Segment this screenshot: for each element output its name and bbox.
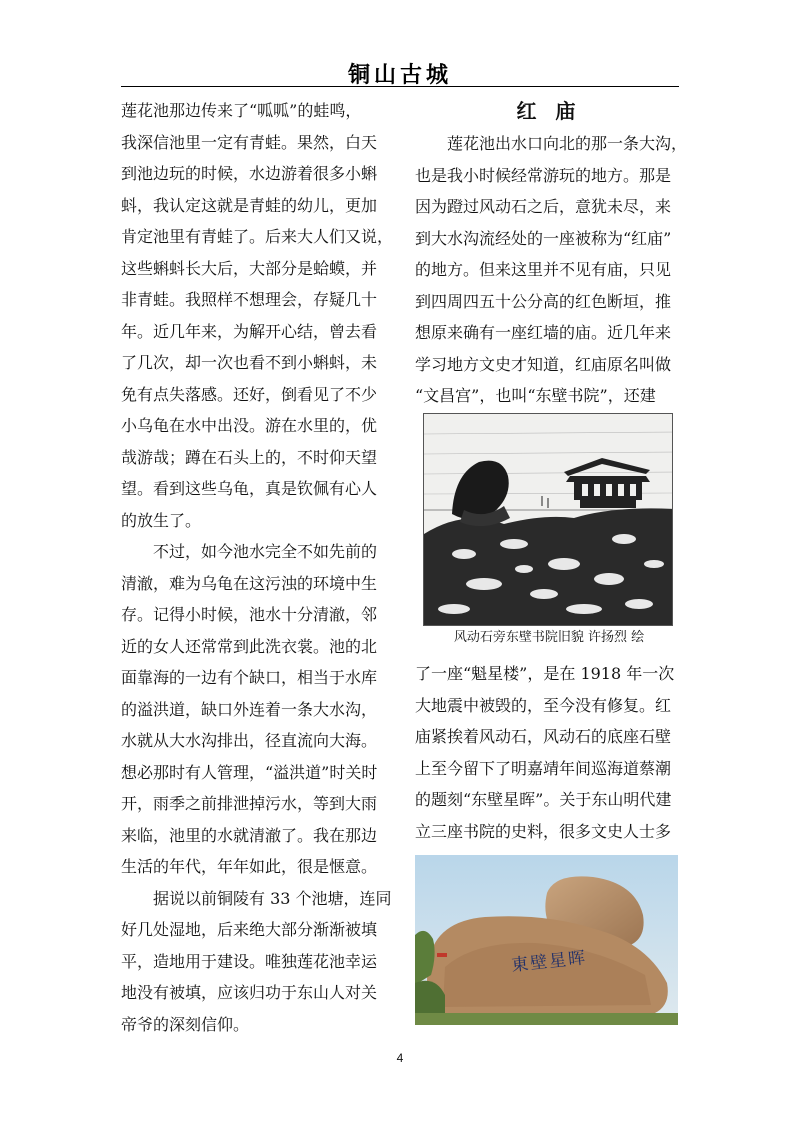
page-number: 4 (396, 1051, 404, 1065)
text-line: 不过，如今池水完全不如先前的 (153, 542, 378, 561)
text-line: 免有点失落感。还好，倒看见了不少 (121, 384, 378, 404)
text-line: 据说以前铜陵有 33 个池塘，连同 (153, 888, 392, 908)
text-line: 近的女人还常常到此洗衣裳。池的北 (121, 636, 378, 656)
paragraph (121, 536, 389, 883)
illustration-caption: 风动石旁东壁书院旧貌 许扬烈 绘 (453, 630, 645, 645)
text-line: 莲花池出水口向北的那一条大沟， (447, 134, 688, 153)
left-column (121, 95, 394, 1040)
text-line: 上至今留下了明嘉靖年间巡海道蔡潮 (415, 758, 672, 778)
text-line: 帝爷的深刻信仰。 (121, 1014, 250, 1034)
text-line: 想原来确有一座红墙的庙。近几年来 (415, 323, 672, 342)
text-line: 因为蹬过风动石之后，意犹未尽，来 (415, 197, 672, 216)
text-line: 小乌龟在水中出没。游在水里的，优 (121, 416, 378, 435)
section-title: 红 庙 (516, 99, 582, 123)
text-line: 肯定池里有青蛙了。后来大人们又说， (121, 227, 394, 246)
text-line: 好几处湿地，后来绝大部分渐渐被填 (121, 920, 378, 939)
text-line: 非青蛙。我照样不想理会，存疑几十 (121, 290, 378, 309)
text-line: 的地方。但来这里并不见有庙，只见 (415, 260, 672, 279)
text-line: 立三座书院的史料，很多文史人士多 (415, 821, 672, 841)
text-line: 的溢洪道，缺口外连着一条大水沟， (121, 699, 378, 719)
text-line: 到池边玩的时候，水边游着很多小蝌 (121, 164, 378, 183)
text-line: 莲花池那边传来了“呱呱”的蛙鸣， (121, 101, 362, 120)
text-line: 也是我小时候经常游玩的地方。那是 (415, 165, 672, 185)
text-line: 的放生了。 (121, 510, 202, 530)
text-line: 蚪，我认定这就是青蛙的幼儿，更加 (121, 195, 378, 215)
paragraph (121, 883, 392, 1041)
text-line: 到大水沟流经处的一座被称为“红庙” (415, 228, 672, 248)
text-line: 存。记得小时候，池水十分清澈，邻 (121, 605, 378, 624)
text-line: 来临，池里的水就清澈了。我在那边 (121, 825, 378, 845)
text-line: 水就从大水沟排出，径直流向大海。 (121, 731, 378, 750)
right-column-bottom (415, 658, 683, 847)
text-line: 了几次，却一次也看不到小蝌蚪，未 (121, 353, 378, 372)
text-line: 开，雨季之前排泄掉污水，等到大雨 (121, 794, 378, 813)
text-line: 生活的年代，年年如此，很是惬意。 (121, 857, 378, 876)
text-line: “文昌宫”，也叫“东壁书院”，还建 (415, 386, 656, 405)
paragraph (415, 128, 688, 412)
text-line: 望。看到这些乌龟，真是钦佩有心人 (121, 479, 378, 498)
photo-inscription: 東壁星晖 (510, 948, 589, 976)
text-line: 年。近几年来，为解开心结，曾去看 (121, 321, 378, 341)
text-line: 大地震中被毁的，至今没有修复。红 (415, 695, 672, 715)
text-line: 学习地方文史才知道，红庙原名叫做 (415, 354, 672, 374)
text-line: 想必那时有人管理，“溢洪道”时关时 (121, 762, 378, 782)
right-column-top (415, 128, 688, 412)
header-rule (121, 86, 679, 87)
paragraph (121, 95, 394, 536)
text-line: 面靠海的一边有个缺口，相当于水库 (121, 668, 378, 687)
text-line: 这些蝌蚪长大后，大部分是蛤蟆，并 (121, 258, 378, 278)
text-line: 平，造地用于建设。唯独莲花池幸运 (121, 951, 378, 971)
text-line: 我深信池里一定有青蛙。果然，白天 (121, 132, 378, 152)
text-line: 了一座“魁星楼”，是在 1918 年一次 (415, 664, 675, 683)
stone-photo (415, 855, 678, 1025)
text-line: 清澈，难为乌龟在这污浊的环境中生 (121, 573, 378, 593)
sketch-illustration (423, 413, 673, 626)
text-line: 哉游哉；蹲在石头上的，不时仰天望 (121, 447, 378, 467)
text-line: 庙紧挨着风动石，风动石的底座石壁 (415, 727, 672, 746)
text-line: 地没有被填，应该归功于东山人对关 (121, 983, 378, 1002)
text-line: 到四周四五十公分高的红色断垣，推 (415, 291, 672, 311)
text-line: 的题刻“东壁星晖”。关于东山明代建 (415, 790, 672, 809)
paragraph (415, 658, 683, 847)
running-header-title: 铜山古城 (347, 62, 452, 88)
